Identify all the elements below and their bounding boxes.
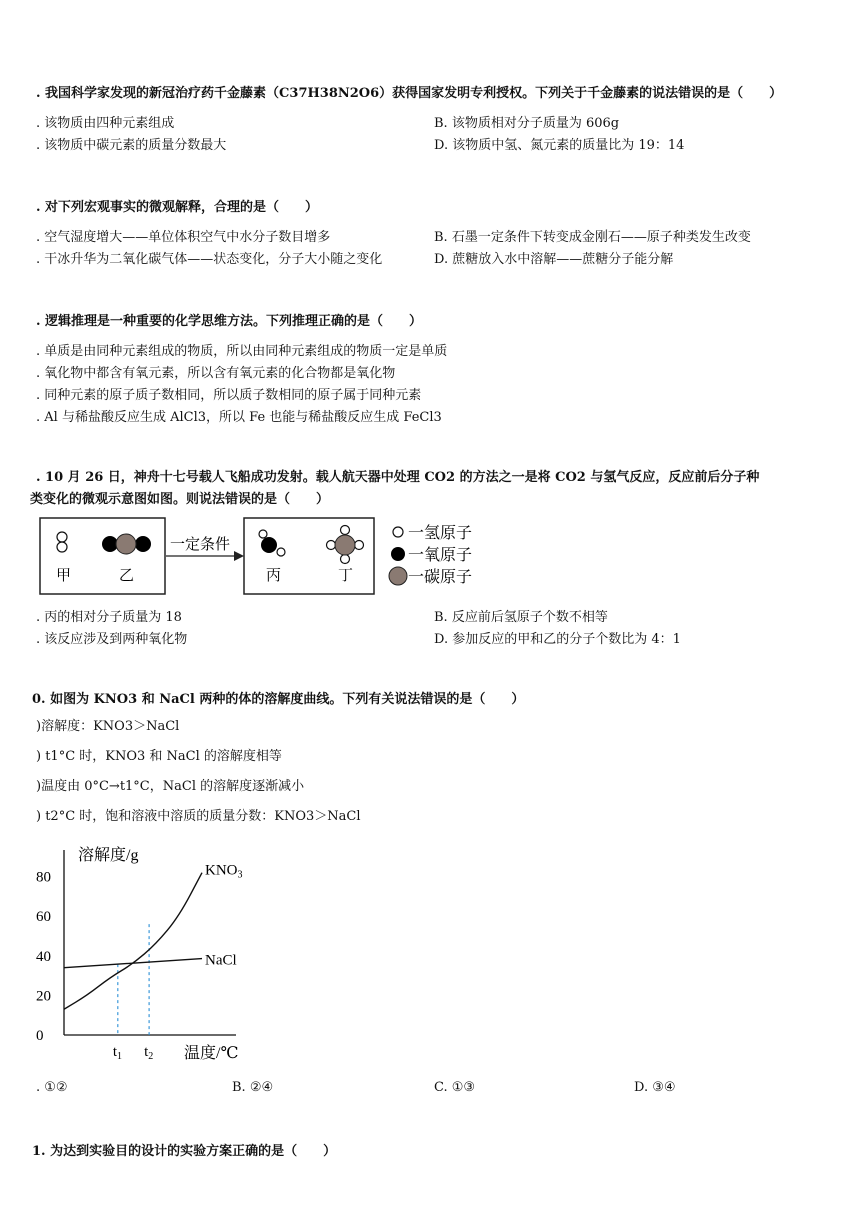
product-box (244, 518, 374, 594)
oxygen-atom-icon (261, 537, 277, 553)
series-line-nacl (64, 959, 202, 968)
answer-a: . ①② (36, 1080, 68, 1095)
carbon-atom-icon (116, 534, 136, 554)
option-d: D. 蔗糖放入水中溶解——蔗糖分子能分解 (434, 252, 674, 267)
option-d: D. 参加反应的甲和乙的分子个数比为 4：1 (434, 632, 681, 647)
question-9-stem-line2: 类变化的微观示意图如图。则说法错误的是（ ） (30, 492, 330, 507)
hydrogen-atom-icon (327, 541, 336, 550)
series-line-kno3 (64, 873, 202, 1010)
y-tick-label: 0 (36, 1028, 44, 1044)
question-11-stem: 1. 为达到实验目的设计的实验方案正确的是（ ） (32, 1144, 337, 1159)
legend-carbon-icon (389, 567, 407, 585)
option-b: B. 石墨一定条件下转变成金刚石——原子种类发生改变 (434, 230, 751, 245)
question-9-stem-line1: . 10 月 26 日，神舟十七号载人飞船成功发射。载人航天器中处理 CO2 的方法之一是将 CO2 与氢气反应，反应前后分子种 (36, 470, 760, 485)
option-a: . 空气湿度增大——单位体积空气中水分子数目增多 (36, 230, 331, 245)
legend-oxygen-icon (391, 547, 405, 561)
statement-2: ) t1°C 时，KNO3 和 NaCl 的溶解度相等 (36, 749, 282, 764)
statement-4: ) t2°C 时，饱和溶液中溶质的质量分数：KNO3＞NaCl (36, 809, 361, 824)
legend-oxygen: 一氧原子 (408, 547, 473, 564)
option-b: B. 该物质相对分子质量为 606g (434, 116, 620, 131)
question-7 (36, 198, 836, 270)
statement-3: )温度由 0°C→t1°C，NaCl 的溶解度逐渐减小 (36, 779, 305, 794)
question-6-stem: . 我国科学家发现的新冠治疗药千金藤素（C37H38N2O6）获得国家发明专利授权。下列关于千金藤素的说法错误的是（ ） (36, 86, 783, 101)
oxygen-atom-icon (135, 536, 151, 552)
answer-d: D. ③④ (634, 1080, 676, 1095)
statement-1: )溶解度：KNO3＞NaCl (36, 719, 180, 734)
y-tick-label: 80 (36, 869, 51, 886)
legend-hydrogen-icon (393, 527, 403, 537)
answer-c: C. ①③ (434, 1080, 476, 1095)
option-b: . 氧化物中都含有氧元素，所以含有氧元素的化合物都是氧化物 (36, 366, 396, 381)
option-c: . 干冰升华为二氧化碳气体——状态变化，分子大小随之变化 (36, 252, 383, 267)
solubility-chart (36, 838, 316, 1068)
hydrogen-atom-icon (259, 530, 267, 538)
hydrogen-atom-icon (341, 555, 350, 564)
option-c: . 该物质中碳元素的质量分数最大 (36, 138, 227, 153)
question-9-options (36, 606, 836, 650)
question-9 (30, 468, 836, 510)
reaction-diagram (36, 516, 496, 598)
option-a: . 该物质由四种元素组成 (36, 116, 175, 131)
legend-hydrogen: 一氢原子 (408, 525, 473, 542)
label-jia: 甲 (56, 568, 72, 584)
x-tick-label: $t_2$ (144, 1044, 154, 1062)
option-b: B. 反应前后氢原子个数不相等 (434, 610, 608, 625)
hydrogen-atom-icon (341, 526, 350, 535)
series-label-kno3: $KNO_3$ (205, 862, 243, 881)
label-yi: 乙 (119, 568, 135, 584)
option-c: . 同种元素的原子质子数相同，所以质子数相同的原子属于同种元素 (36, 388, 422, 403)
option-a: . 丙的相对分子质量为 18 (36, 610, 182, 625)
option-a: . 单质是由同种元素组成的物质，所以由同种元素组成的物质一定是单质 (36, 344, 448, 359)
question-11 (32, 1142, 836, 1162)
carbon-atom-icon (335, 535, 355, 555)
label-bing: 丙 (266, 568, 282, 584)
option-c: . 该反应涉及到两种氧化物 (36, 632, 188, 647)
reaction-condition: 一定条件 (170, 537, 231, 553)
y-tick-label: 20 (36, 988, 51, 1005)
x-tick-label: $t_1$ (112, 1044, 122, 1062)
label-ding: 丁 (338, 568, 354, 584)
question-7-stem: . 对下列宏观事实的微观解释，合理的是（ ） (36, 200, 319, 215)
question-8 (36, 312, 836, 428)
hydrogen-atom-icon (355, 541, 364, 550)
option-d: . Al 与稀盐酸反应生成 AlCl3，所以 Fe 也能与稀盐酸反应生成 FeCl3 (36, 410, 442, 425)
y-tick-label: 40 (36, 948, 51, 965)
question-8-stem: . 逻辑推理是一种重要的化学思维方法。下列推理正确的是（ ） (36, 314, 423, 329)
question-10-stem: 0. 如图为 KNO3 和 NaCl 两种的体的溶解度曲线。下列有关说法错误的是（ ） (32, 692, 525, 707)
series-label-nacl: NaCl (205, 952, 237, 969)
question-6 (36, 84, 836, 156)
hydrogen-atom-icon (57, 542, 67, 552)
answer-b: B. ②④ (232, 1080, 274, 1095)
question-10 (32, 690, 836, 832)
hydrogen-atom-icon (277, 548, 285, 556)
y-tick-label: 60 (36, 909, 51, 926)
question-10-answers (36, 1080, 836, 1100)
option-d: D. 该物质中氢、氮元素的质量比为 19：14 (434, 138, 685, 153)
x-axis-label: 温度/℃ (184, 1045, 239, 1062)
arrow-head-icon (234, 551, 244, 561)
y-axis-label: 溶解度/g (78, 847, 139, 864)
hydrogen-atom-icon (57, 532, 67, 542)
legend-carbon: 一碳原子 (408, 569, 473, 586)
